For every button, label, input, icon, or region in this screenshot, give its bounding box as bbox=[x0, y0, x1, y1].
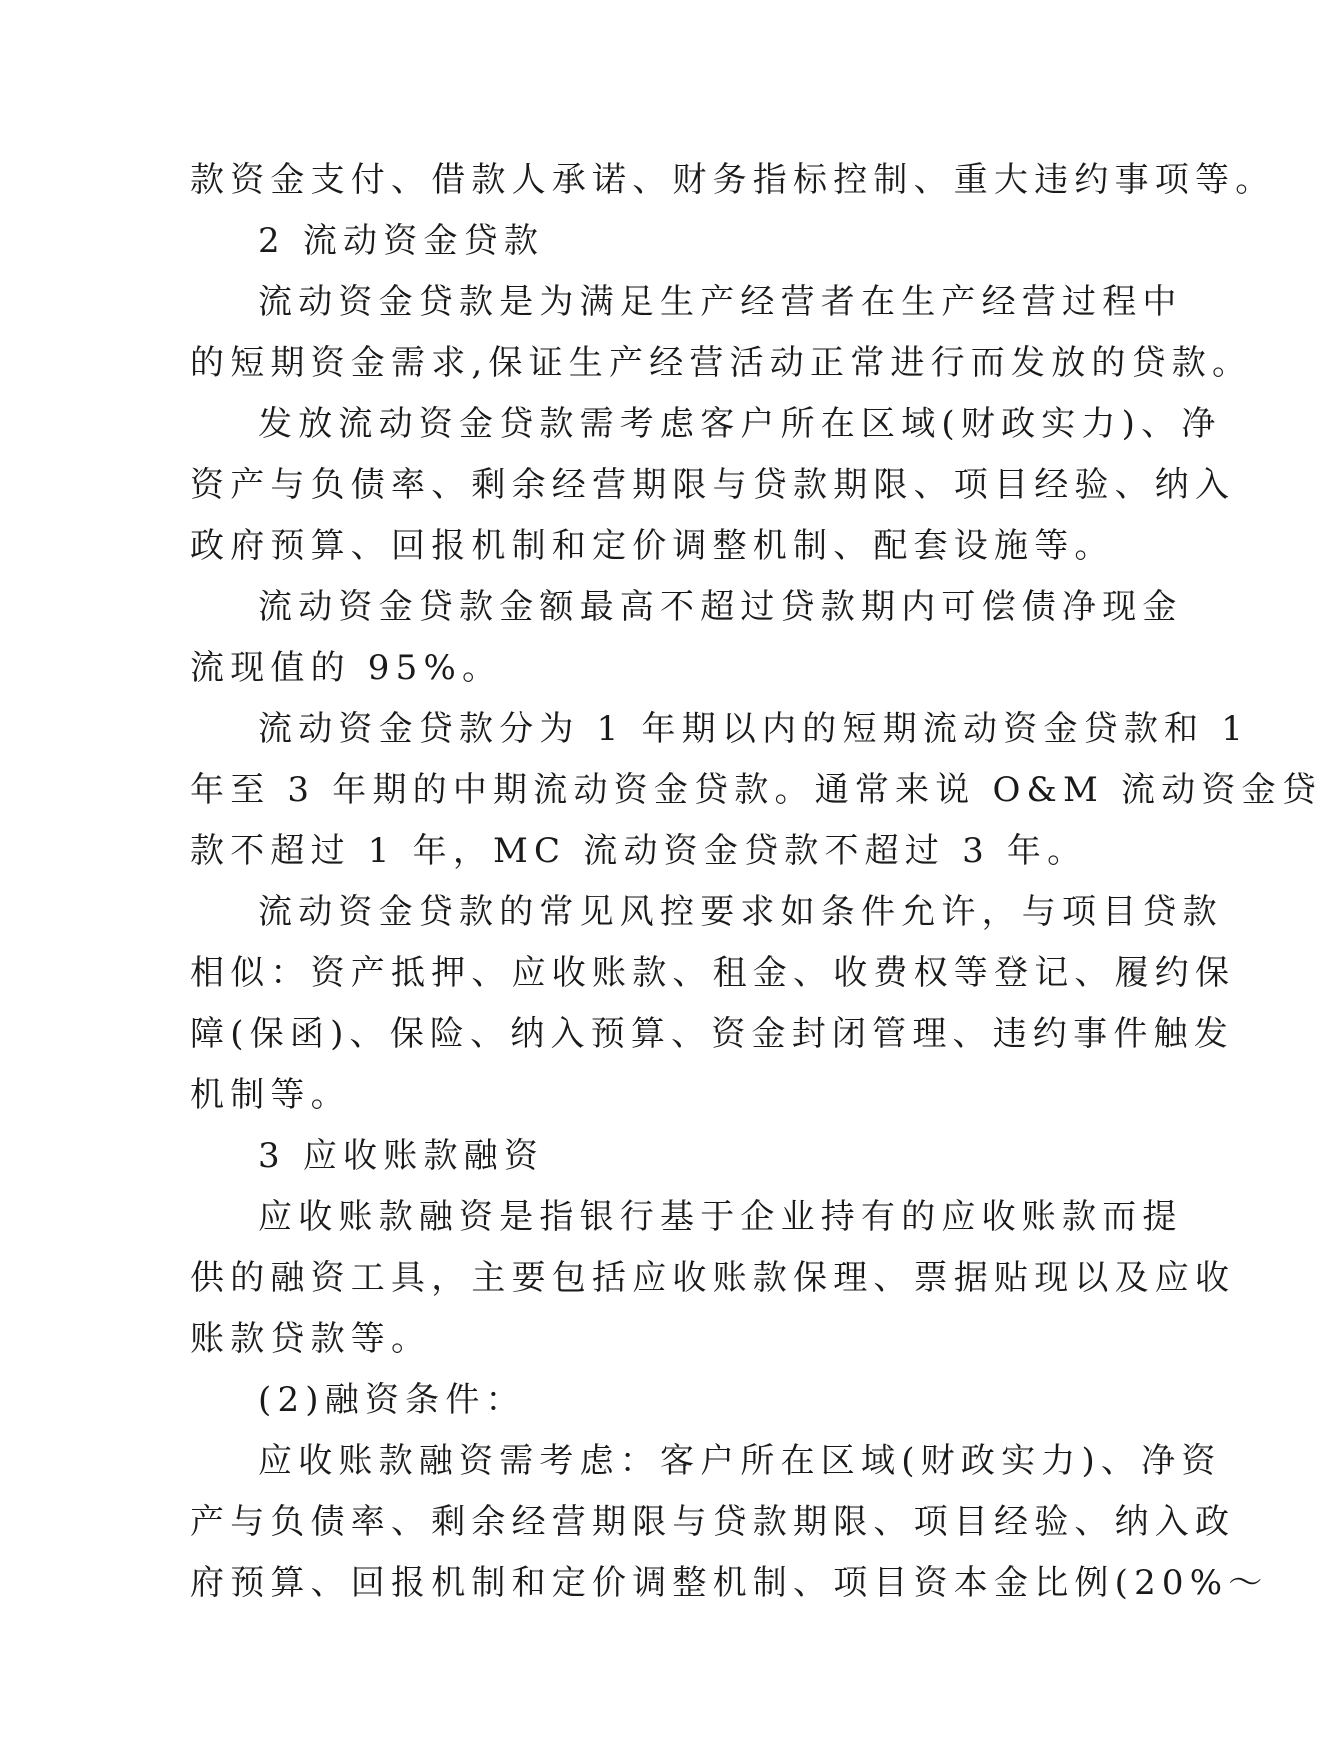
text-line: 流动资金贷款分为 1 年期以内的短期流动资金贷款和 1 bbox=[258, 709, 1250, 749]
document-page bbox=[190, 150, 1322, 1614]
text-line: 机制等。 bbox=[190, 1075, 351, 1115]
text-line: 年至 3 年期的中期流动资金贷款。通常来说 O&M 流动资金贷 bbox=[190, 770, 1322, 810]
section-heading: 3 应收账款融资 bbox=[258, 1136, 545, 1176]
text-line: 款不超过 1 年，MC 流动资金贷款不超过 3 年。 bbox=[190, 831, 1088, 871]
text-line: 供的融资工具，主要包括应收账款保理、票据贴现以及应收 bbox=[190, 1258, 1236, 1298]
text-line: 府预算、回报机制和定价调整机制、项目资本金比例(20%～ bbox=[190, 1563, 1269, 1603]
text-line: 相似：资产抵押、应收账款、租金、收费权等登记、履约保 bbox=[190, 953, 1236, 993]
text-line: 资产与负债率、剩余经营期限与贷款期限、项目经验、纳入 bbox=[190, 465, 1236, 505]
text-line: 的短期资金需求,保证生产经营活动正常进行而发放的贷款。 bbox=[190, 343, 1253, 383]
text-line: 账款贷款等。 bbox=[190, 1319, 432, 1359]
text-line: 款资金支付、借款人承诺、财务指标控制、重大违约事项等。 bbox=[190, 160, 1276, 200]
text-line: 应收账款融资需考虑：客户所在区域(财政实力)、净资 bbox=[258, 1441, 1222, 1481]
text-line: 发放流动资金贷款需考虑客户所在区域(财政实力)、净 bbox=[258, 404, 1222, 444]
section-heading: 2 流动资金贷款 bbox=[258, 221, 545, 261]
text-line: 流动资金贷款金额最高不超过贷款期内可偿债净现金 bbox=[258, 587, 1183, 627]
text-line: 流现值的 95%。 bbox=[190, 648, 503, 688]
text-line: 障(保函)、保险、纳入预算、资金封闭管理、违约事件触发 bbox=[190, 1014, 1234, 1054]
text-line: 流动资金贷款是为满足生产经营者在生产经营过程中 bbox=[258, 282, 1183, 322]
text-line: 产与负债率、剩余经营期限与贷款期限、项目经验、纳入政 bbox=[190, 1502, 1236, 1542]
text-line: 应收账款融资是指银行基于企业持有的应收账款而提 bbox=[258, 1197, 1183, 1237]
text-line: 流动资金贷款的常见风控要求如条件允许，与项目贷款 bbox=[258, 892, 1223, 932]
text-line: 政府预算、回报机制和定价调整机制、配套设施等。 bbox=[190, 526, 1115, 566]
sub-heading: (2)融资条件： bbox=[258, 1380, 526, 1420]
